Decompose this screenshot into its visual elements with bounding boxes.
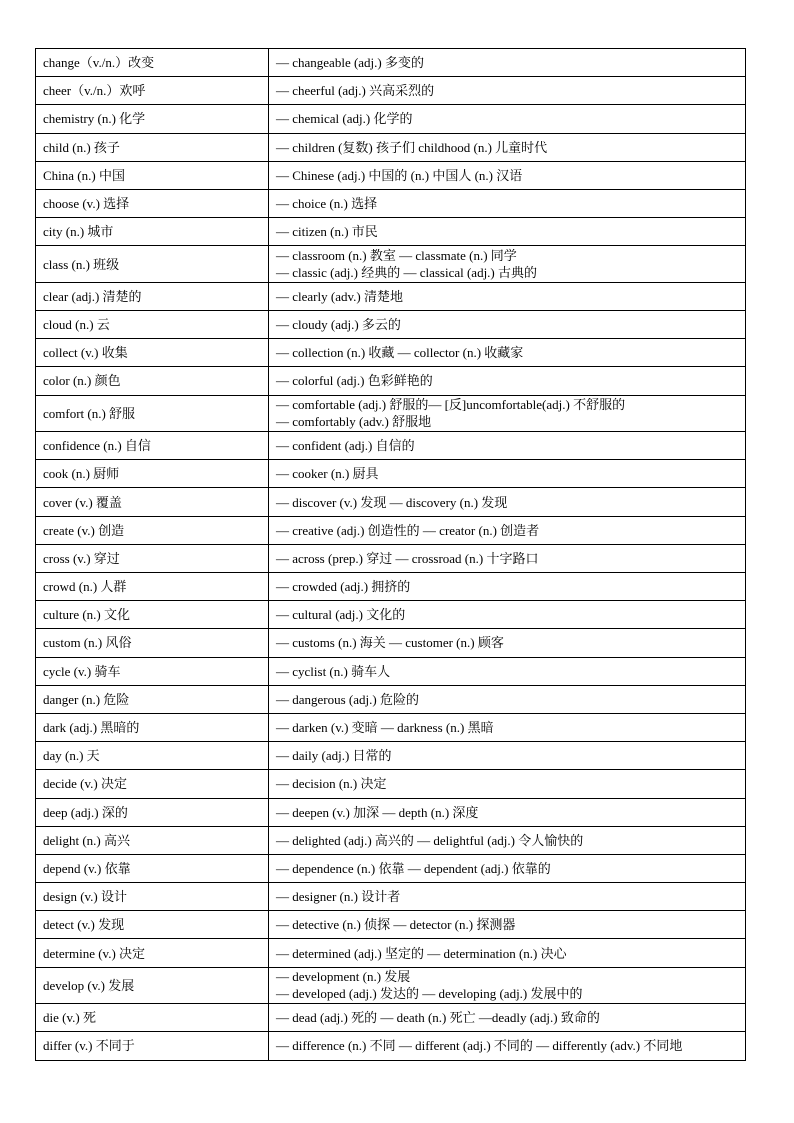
derivative-line: — delighted (adj.) 高兴的 — delightful (adj.) 令人愉快的 [276,832,584,848]
headword-cell: depend (v.) 依靠 [36,854,269,882]
headword-cell: dark (adj.) 黑暗的 [36,713,269,741]
table-row [36,133,746,161]
derivatives-cell [269,311,746,339]
table-row [36,883,746,911]
derivative-line: — deepen (v.) 加深 — depth (n.) 深度 [276,804,479,820]
table-row [36,854,746,882]
derivatives-cell [269,516,746,544]
derivative-line: — cooker (n.) 厨具 [276,466,379,482]
vocabulary-table-body [36,49,746,1061]
headword-cell: culture (n.) 文化 [36,601,269,629]
table-row [36,601,746,629]
derivatives-cell [269,432,746,460]
derivatives-cell [269,713,746,741]
derivative-line: — changeable (adj.) 多变的 [276,55,425,71]
derivative-line: — development (n.) 发展 [276,969,411,985]
headword-cell: cycle (v.) 骑车 [36,657,269,685]
derivative-line: — classroom (n.) 教室 — classmate (n.) 同学 [276,248,517,264]
derivatives-cell [269,49,746,77]
table-row [36,573,746,601]
derivative-line: — decision (n.) 决定 [276,776,387,792]
headword-cell: design (v.) 设计 [36,883,269,911]
derivatives-cell [269,742,746,770]
derivatives-cell [269,826,746,854]
headword-cell: differ (v.) 不同于 [36,1032,269,1060]
derivatives-cell [269,339,746,367]
headword-cell: create (v.) 创造 [36,516,269,544]
headword-cell: city (n.) 城市 [36,218,269,246]
headword-cell: cover (v.) 覆盖 [36,488,269,516]
table-row [36,629,746,657]
headword-cell: cross (v.) 穿过 [36,544,269,572]
derivatives-cell [269,854,746,882]
derivative-line: — clearly (adv.) 清楚地 [276,288,403,304]
table-row [36,1004,746,1032]
derivative-line: — comfortably (adv.) 舒服地 [276,414,432,430]
derivative-line: — designer (n.) 设计者 [276,889,401,905]
derivative-line: — children (复数) 孩子们 childhood (n.) 儿童时代 [276,139,548,155]
table-row [36,395,746,432]
headword-cell: crowd (n.) 人群 [36,573,269,601]
derivative-line: — cultural (adj.) 文化的 [276,607,406,623]
headword-cell: custom (n.) 风俗 [36,629,269,657]
table-row [36,770,746,798]
headword-cell: confidence (n.) 自信 [36,432,269,460]
headword-cell: comfort (n.) 舒服 [36,395,269,432]
derivative-line: — cheerful (adj.) 兴高采烈的 [276,83,435,99]
headword-cell: determine (v.) 决定 [36,939,269,967]
table-row [36,218,746,246]
derivative-line: — citizen (n.) 市民 [276,224,378,240]
headword-cell: chemistry (n.) 化学 [36,105,269,133]
headword-cell: delight (n.) 高兴 [36,826,269,854]
derivatives-cell [269,939,746,967]
derivative-line: — cloudy (adj.) 多云的 [276,317,401,333]
table-row [36,742,746,770]
derivatives-cell [269,770,746,798]
derivatives-cell [269,161,746,189]
table-row [36,339,746,367]
table-row [36,544,746,572]
headword-cell: child (n.) 孩子 [36,133,269,161]
derivative-line: — crowded (adj.) 拥挤的 [276,579,411,595]
headword-cell: develop (v.) 发展 [36,967,269,1004]
derivatives-cell [269,105,746,133]
headword-cell: cloud (n.) 云 [36,311,269,339]
derivatives-cell [269,798,746,826]
headword-cell: detect (v.) 发现 [36,911,269,939]
derivatives-cell [269,282,746,310]
derivative-line: — classic (adj.) 经典的 — classical (adj.) 古典的 [276,265,538,281]
derivative-line: — Chinese (adj.) 中国的 (n.) 中国人 (n.) 汉语 [276,167,523,183]
table-row [36,1032,746,1060]
table-row [36,282,746,310]
derivatives-cell [269,395,746,432]
derivative-line: — comfortable (adj.) 舒服的— [反]uncomfortable(adj.) 不舒服的 [276,397,626,413]
table-row [36,432,746,460]
table-row [36,826,746,854]
derivative-line: — choice (n.) 选择 [276,196,378,212]
derivatives-cell [269,218,746,246]
table-row [36,367,746,395]
headword-cell: collect (v.) 收集 [36,339,269,367]
table-row [36,460,746,488]
table-row [36,657,746,685]
derivative-line: — dependence (n.) 依靠 — dependent (adj.) 依靠的 [276,860,551,876]
headword-cell: cheer（v./n.）欢呼 [36,77,269,105]
table-row [36,189,746,217]
derivatives-cell [269,488,746,516]
derivatives-cell [269,573,746,601]
headword-cell: decide (v.) 决定 [36,770,269,798]
table-row [36,516,746,544]
vocabulary-table [35,48,746,1061]
headword-cell: class (n.) 班级 [36,246,269,283]
headword-cell: deep (adj.) 深的 [36,798,269,826]
derivatives-cell [269,77,746,105]
headword-cell: change（v./n.）改变 [36,49,269,77]
table-row [36,911,746,939]
derivatives-cell [269,544,746,572]
table-row [36,939,746,967]
headword-cell: clear (adj.) 清楚的 [36,282,269,310]
derivative-line: — creative (adj.) 创造性的 — creator (n.) 创造者 [276,522,540,538]
derivative-line: — developed (adj.) 发达的 — developing (adj.) 发展中的 [276,986,583,1002]
derivatives-cell [269,460,746,488]
headword-cell: color (n.) 颜色 [36,367,269,395]
table-row [36,77,746,105]
table-row [36,105,746,133]
derivatives-cell [269,657,746,685]
table-row [36,488,746,516]
table-row [36,311,746,339]
derivatives-cell [269,1004,746,1032]
headword-cell: cook (n.) 厨师 [36,460,269,488]
table-row [36,246,746,283]
derivative-line: — daily (adj.) 日常的 [276,748,392,764]
derivatives-cell [269,367,746,395]
derivative-line: — cyclist (n.) 骑车人 [276,663,391,679]
table-row [36,713,746,741]
derivative-line: — difference (n.) 不同 — different (adj.) 不同的 — differently (adv.) 不同地 [276,1038,683,1054]
table-row [36,49,746,77]
table-row [36,685,746,713]
derivatives-cell [269,629,746,657]
derivative-line: — chemical (adj.) 化学的 [276,111,413,127]
headword-cell: day (n.) 天 [36,742,269,770]
derivative-line: — collection (n.) 收藏 — collector (n.) 收藏家 [276,345,524,361]
derivative-line: — colorful (adj.) 色彩鲜艳的 [276,373,433,389]
derivative-line: — confident (adj.) 自信的 [276,438,415,454]
derivatives-cell [269,967,746,1004]
derivatives-cell [269,246,746,283]
table-row [36,967,746,1004]
derivative-line: — customs (n.) 海关 — customer (n.) 顾客 [276,635,504,651]
table-row [36,798,746,826]
derivative-line: — dead (adj.) 死的 — death (n.) 死亡 —deadly (adj.) 致命的 [276,1010,600,1026]
headword-cell: die (v.) 死 [36,1004,269,1032]
table-row [36,161,746,189]
derivatives-cell [269,685,746,713]
headword-cell: China (n.) 中国 [36,161,269,189]
derivative-line: — detective (n.) 侦探 — detector (n.) 探测器 [276,917,516,933]
headword-cell: choose (v.) 选择 [36,189,269,217]
derivatives-cell [269,883,746,911]
derivative-line: — across (prep.) 穿过 — crossroad (n.) 十字路口 [276,550,539,566]
derivative-line: — dangerous (adj.) 危险的 [276,691,419,707]
derivatives-cell [269,911,746,939]
derivative-line: — discover (v.) 发现 — discovery (n.) 发现 [276,494,508,510]
derivative-line: — darken (v.) 变暗 — darkness (n.) 黑暗 [276,720,494,736]
derivatives-cell [269,1032,746,1060]
derivative-line: — determined (adj.) 坚定的 — determination (n.) 决心 [276,945,567,961]
derivatives-cell [269,189,746,217]
headword-cell: danger (n.) 危险 [36,685,269,713]
derivatives-cell [269,133,746,161]
derivatives-cell [269,601,746,629]
